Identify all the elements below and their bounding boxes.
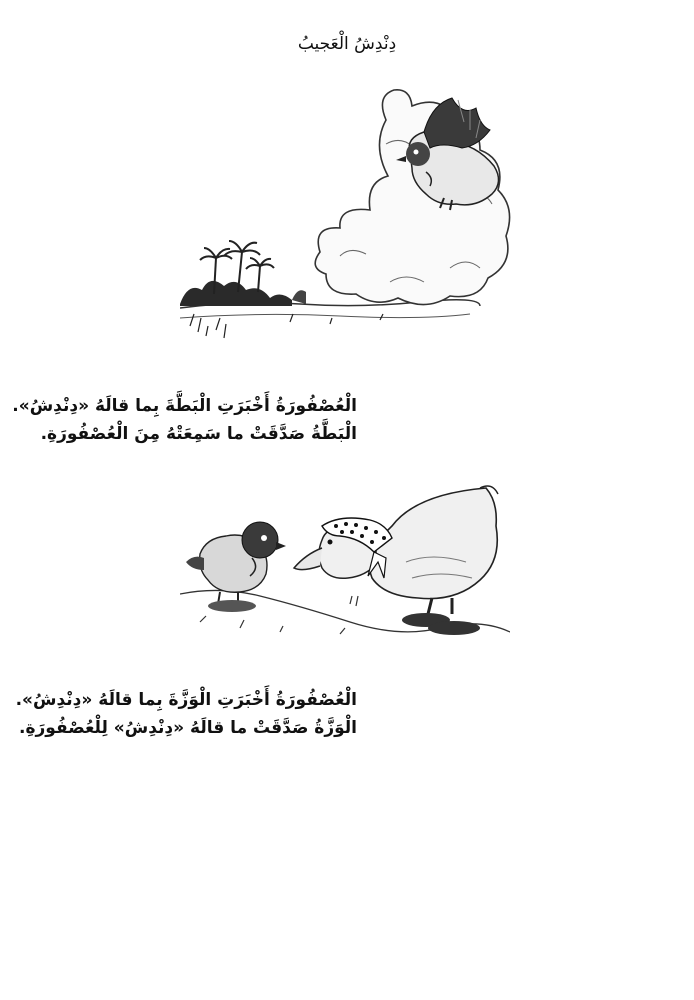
page-title: دِنْدِشُ الْعَجيبُ: [297, 34, 397, 54]
paragraph-line: الْوَزَّةُ صَدَّقَتْ ما قالَهُ «دِنْدِشُ» لِلْعُصْفُورَةِ.: [19, 718, 357, 738]
paragraph-line: الْعُصْفُورَةُ أَخْبَرَتِ الْوَزَّةَ بِما قالَهُ «دِنْدِشُ».: [15, 690, 357, 710]
paragraph-line: الْبَطَّةُ صَدَّقَتْ ما سَمِعَتْهُ مِنَ الْعُصْفُورَةِ.: [40, 424, 357, 444]
bird-on-cloud-drawing: [180, 86, 520, 348]
paragraph-2: [15, 686, 357, 742]
sparrow-and-goose-illustration: [180, 482, 510, 642]
bird-on-cloud-illustration: [180, 86, 520, 348]
paragraph-1: [12, 392, 357, 448]
sparrow-and-goose-drawing: [180, 482, 510, 642]
paragraph-line: الْعُصْفُورَةُ أَخْبَرَتِ الْبَطَّةَ بِما قالَهُ «دِنْدِشُ».: [12, 396, 357, 416]
